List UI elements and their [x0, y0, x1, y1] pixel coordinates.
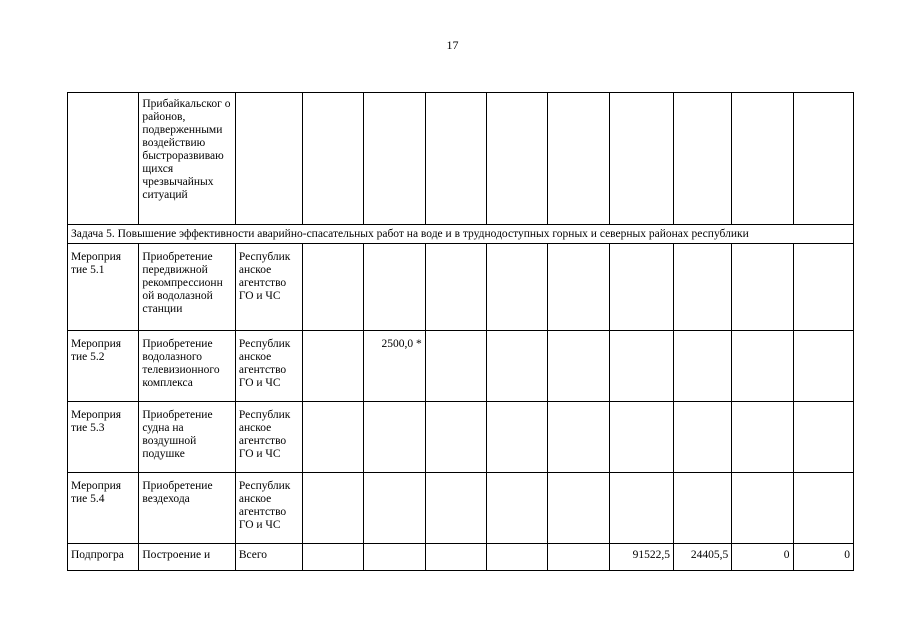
activity-name-cell: Приобретение судна на воздушной подушке: [139, 402, 235, 473]
table-row: [68, 544, 854, 571]
executor-cell: Всего: [235, 544, 302, 571]
row-label-cell: Мероприя тие 5.2: [68, 331, 139, 402]
value-cell: [673, 93, 731, 225]
value-cell: [364, 244, 425, 331]
value-cell: 0: [732, 544, 793, 571]
value-cell: [425, 544, 486, 571]
value-cell: [548, 93, 609, 225]
executor-cell: Республик анское агентство ГО и ЧС: [235, 244, 302, 331]
table-row: [68, 93, 854, 225]
value-cell: [793, 402, 853, 473]
value-cell: [732, 244, 793, 331]
value-cell: [487, 544, 548, 571]
value-cell: [487, 473, 548, 544]
activity-name-cell: Приобретение водолазного телевизионного комплекса: [139, 331, 235, 402]
value-cell: [732, 473, 793, 544]
value-cell: [303, 93, 364, 225]
value-cell: [793, 93, 853, 225]
activity-name-cell: Приобретение вездехода: [139, 473, 235, 544]
activity-name-cell: Приобретение передвижной рекомпрессионн ой водолазной станции: [139, 244, 235, 331]
value-cell: [609, 402, 673, 473]
executor-cell: Республик анское агентство ГО и ЧС: [235, 402, 302, 473]
value-cell: [548, 331, 609, 402]
activity-name-cell: Построение и: [139, 544, 235, 571]
executor-cell: Республик анское агентство ГО и ЧС: [235, 473, 302, 544]
row-label-cell: Мероприя тие 5.4: [68, 473, 139, 544]
row-label-cell: Мероприя тие 5.3: [68, 402, 139, 473]
value-cell: [673, 331, 731, 402]
value-cell: [364, 544, 425, 571]
value-cell: 91522,5: [609, 544, 673, 571]
value-cell: [793, 331, 853, 402]
table-row: [68, 402, 854, 473]
value-cell: [303, 544, 364, 571]
program-budget-table: [67, 92, 854, 571]
value-cell: [303, 331, 364, 402]
value-cell: [548, 473, 609, 544]
value-cell: [548, 544, 609, 571]
value-cell: [487, 402, 548, 473]
row-label-cell: Мероприя тие 5.1: [68, 244, 139, 331]
table-row: [68, 473, 854, 544]
row-label-cell: Подпрогра: [68, 544, 139, 571]
value-cell: [732, 331, 793, 402]
value-cell: [548, 402, 609, 473]
value-cell: [425, 93, 486, 225]
value-cell: [364, 93, 425, 225]
value-cell: [425, 331, 486, 402]
value-cell: [425, 473, 486, 544]
value-cell: [364, 402, 425, 473]
table-row: [68, 244, 854, 331]
value-cell: [793, 244, 853, 331]
value-cell: [364, 473, 425, 544]
value-cell: [673, 402, 731, 473]
value-cell: [425, 402, 486, 473]
task-row: [68, 225, 854, 244]
value-cell: [487, 331, 548, 402]
executor-cell: [235, 93, 302, 225]
value-cell: [487, 244, 548, 331]
value-cell: 2500,0 *: [364, 331, 425, 402]
value-cell: [303, 244, 364, 331]
page-number: 17: [446, 38, 459, 52]
table-row: [68, 331, 854, 402]
value-cell: [609, 473, 673, 544]
value-cell: [673, 473, 731, 544]
value-cell: [303, 402, 364, 473]
executor-cell: Республик анское агентство ГО и ЧС: [235, 331, 302, 402]
value-cell: 0: [793, 544, 853, 571]
value-cell: [732, 93, 793, 225]
value-cell: [548, 244, 609, 331]
activity-name-cell: Прибайкальског о районов, подверженными воздействию быстроразвиваю щихся чрезвычайных ситуаций: [139, 93, 235, 225]
value-cell: [793, 473, 853, 544]
row-label-cell: [68, 93, 139, 225]
value-cell: [609, 331, 673, 402]
task-heading: Задача 5. Повышение эффективности аварийно-спасательных работ на воде и в труднодоступных горных и северных районах республики: [68, 225, 854, 244]
value-cell: [425, 244, 486, 331]
value-cell: [303, 473, 364, 544]
value-cell: [487, 93, 548, 225]
value-cell: [609, 244, 673, 331]
value-cell: [732, 402, 793, 473]
value-cell: 24405,5: [673, 544, 731, 571]
value-cell: [673, 244, 731, 331]
value-cell: [609, 93, 673, 225]
